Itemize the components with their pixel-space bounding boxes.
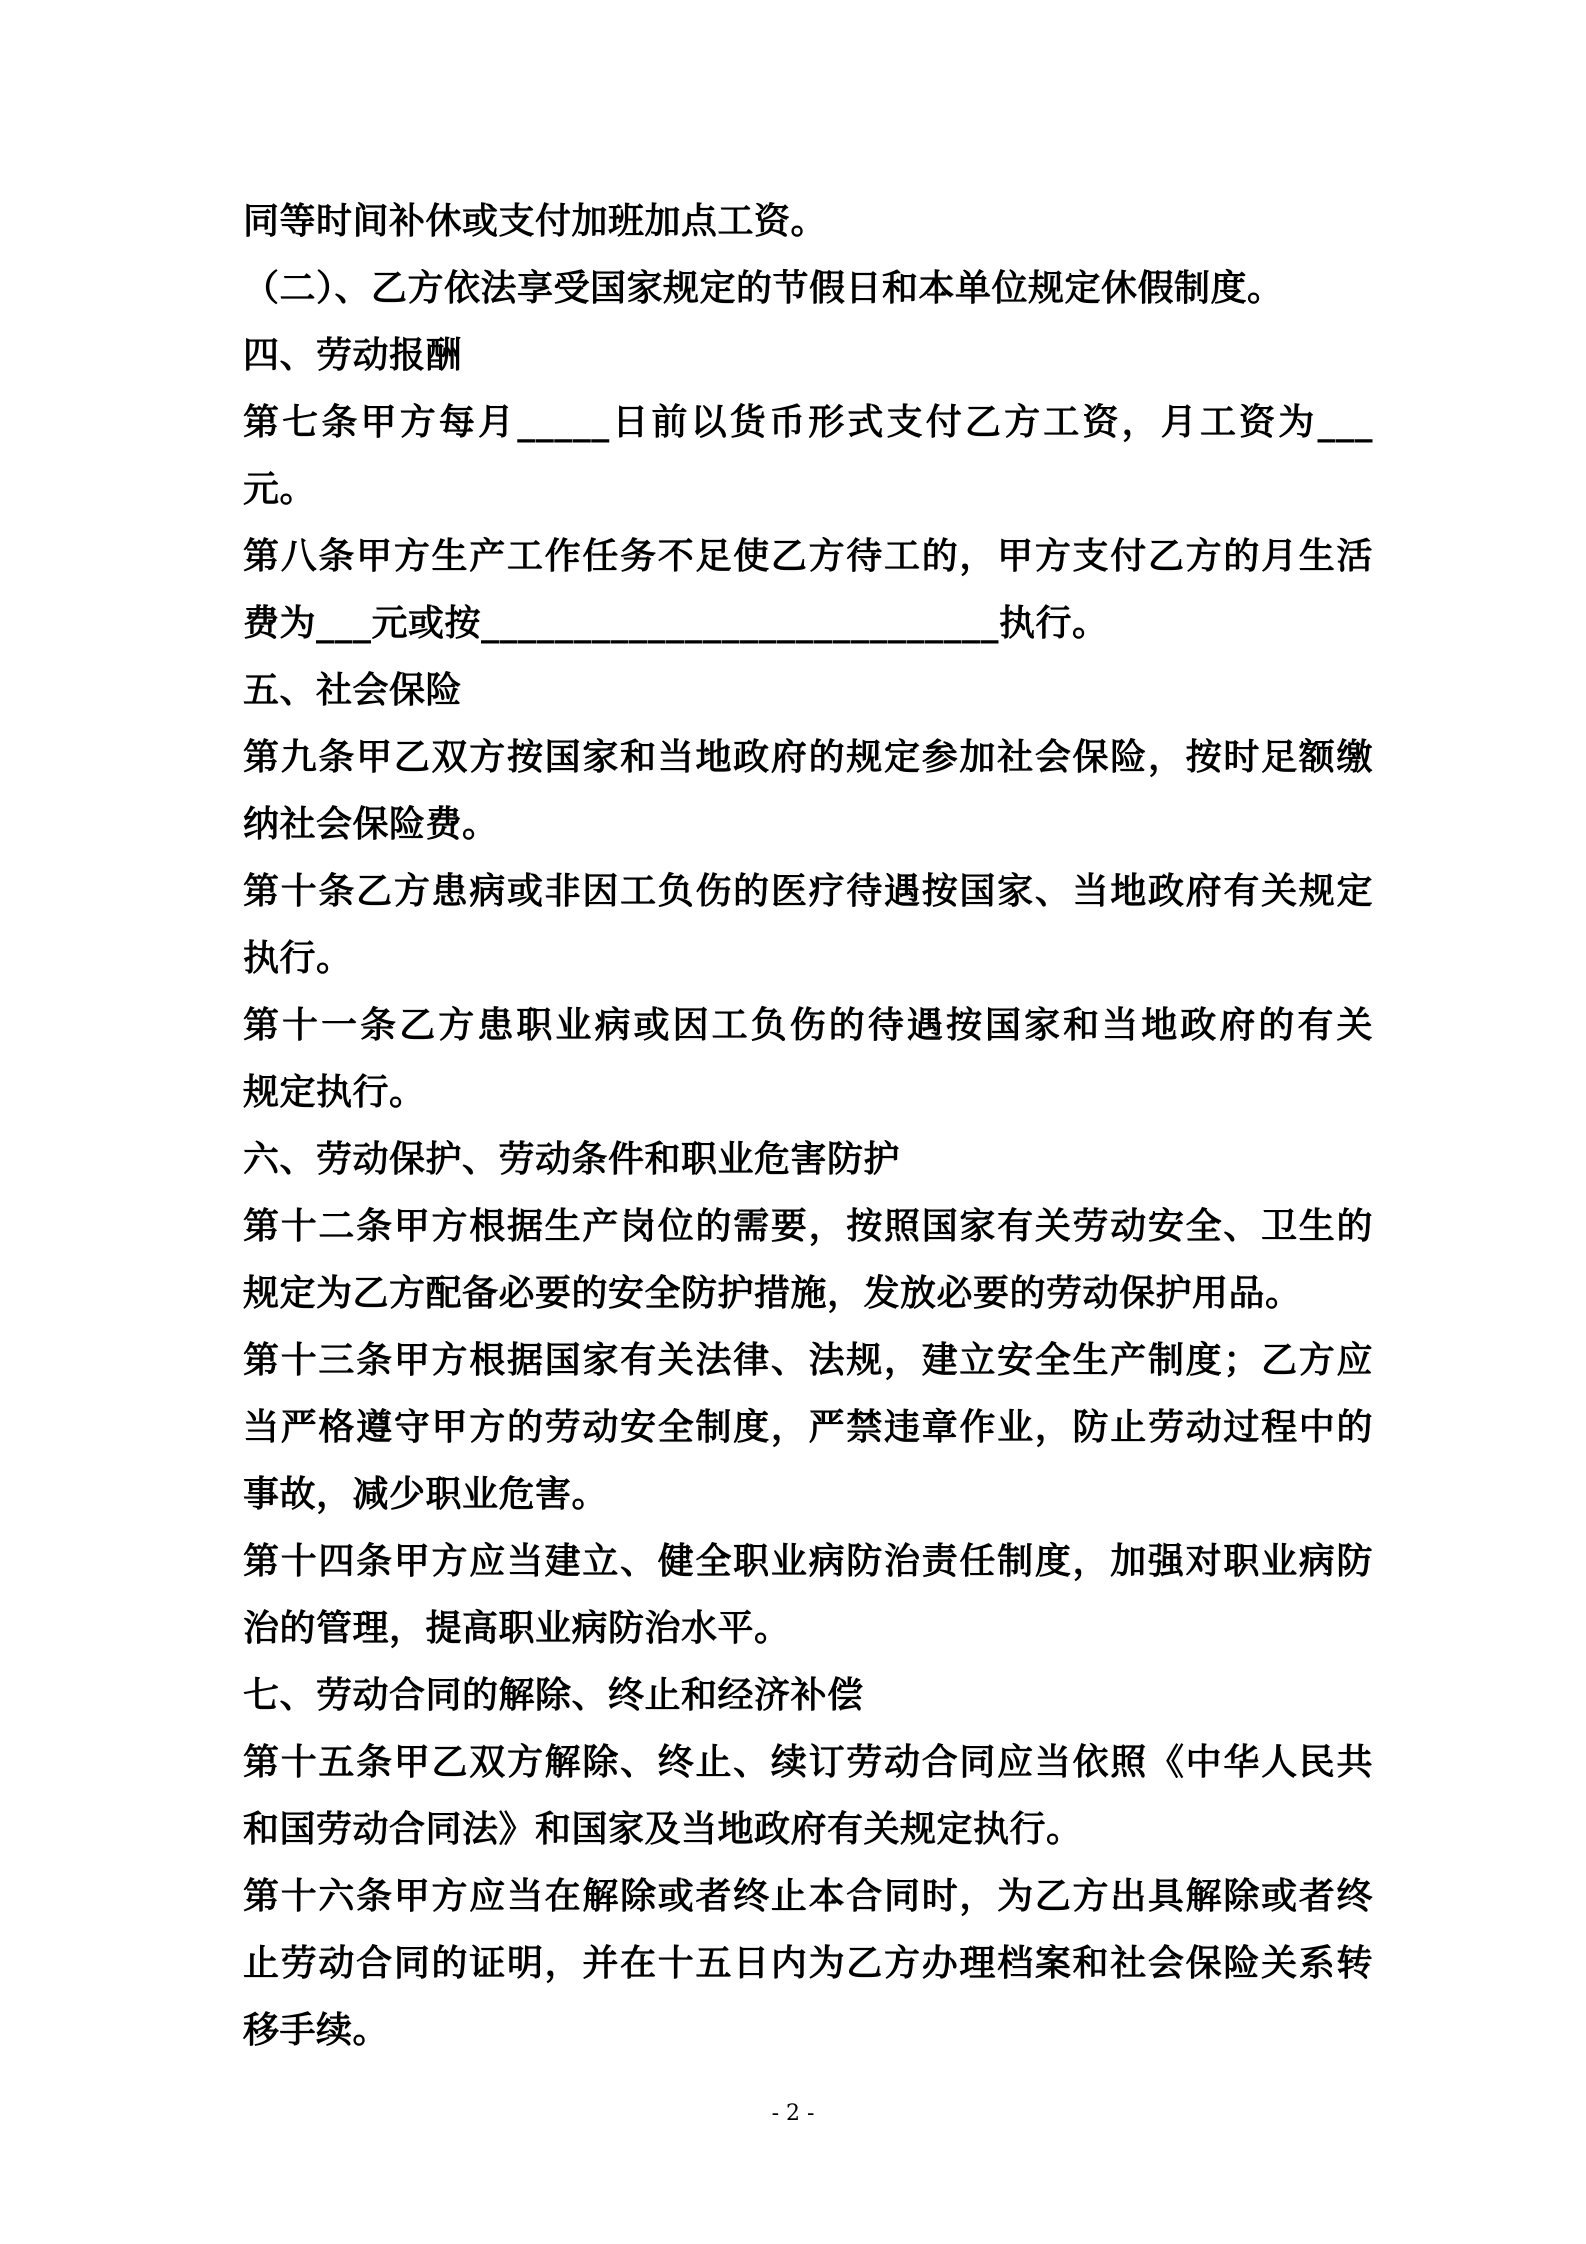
section-heading: 四、劳动报酬 [243,335,463,376]
text-line: 第十一条乙方患职业病或因工负伤的待遇按国家和当地政府的有关 [243,1005,1373,1046]
page-number: - 2 - [771,2101,815,2126]
text-line: 第十五条甲乙双方解除、终止、续订劳动合同应当依照《中华人民共 [243,1742,1373,1783]
text-line: 第十三条甲方根据国家有关法律、法规，建立安全生产制度；乙方应 [243,1340,1373,1381]
text-line: 纳社会保险费。 [243,804,499,845]
section-heading: 六、劳动保护、劳动条件和职业危害防护 [243,1139,901,1180]
text-line: 移手续。 [243,2010,390,2051]
text-line: 费为___元或按____________________________执行。 [243,603,1109,644]
text-line: 第十四条甲方应当建立、健全职业病防治责任制度，加强对职业病防 [243,1541,1373,1582]
text-line: 第九条甲乙双方按国家和当地政府的规定参加社会保险，按时足额缴 [243,737,1373,778]
section-heading: 七、劳动合同的解除、终止和经济补偿 [243,1675,864,1716]
text-line: 当严格遵守甲方的劳动安全制度，严禁违章作业，防止劳动过程中的 [243,1407,1373,1448]
text-line: 第七条甲方每月_____日前以货币形式支付乙方工资，月工资为___ [243,402,1373,443]
text-line: 执行。 [243,938,353,979]
text-line: 止劳动合同的证明，并在十五日内为乙方办理档案和社会保险关系转 [243,1943,1373,1984]
text-line: （二）、乙方依法享受国家规定的节假日和本单位规定休假制度。 [243,268,1284,309]
section-heading: 五、社会保险 [243,670,463,711]
text-line: 同等时间补休或支付加班加点工资。 [243,201,828,242]
document-body [243,188,1373,2064]
text-line: 规定执行。 [243,1072,426,1113]
text-line: 事故，减少职业危害。 [243,1474,609,1515]
text-line: 第十六条甲方应当在解除或者终止本合同时，为乙方出具解除或者终 [243,1876,1373,1917]
text-line: 治的管理，提高职业病防治水平。 [243,1608,791,1649]
text-line: 元。 [243,469,317,510]
text-line: 第八条甲方生产工作任务不足使乙方待工的，甲方支付乙方的月生活 [243,536,1373,577]
text-line: 规定为乙方配备必要的安全防护措施，发放必要的劳动保护用品。 [243,1273,1302,1314]
text-line: 第十二条甲方根据生产岗位的需要，按照国家有关劳动安全、卫生的 [243,1206,1373,1247]
text-line: 第十条乙方患病或非因工负伤的医疗待遇按国家、当地政府有关规定 [243,871,1373,912]
text-line: 和国劳动合同法》和国家及当地政府有关规定执行。 [243,1809,1083,1850]
